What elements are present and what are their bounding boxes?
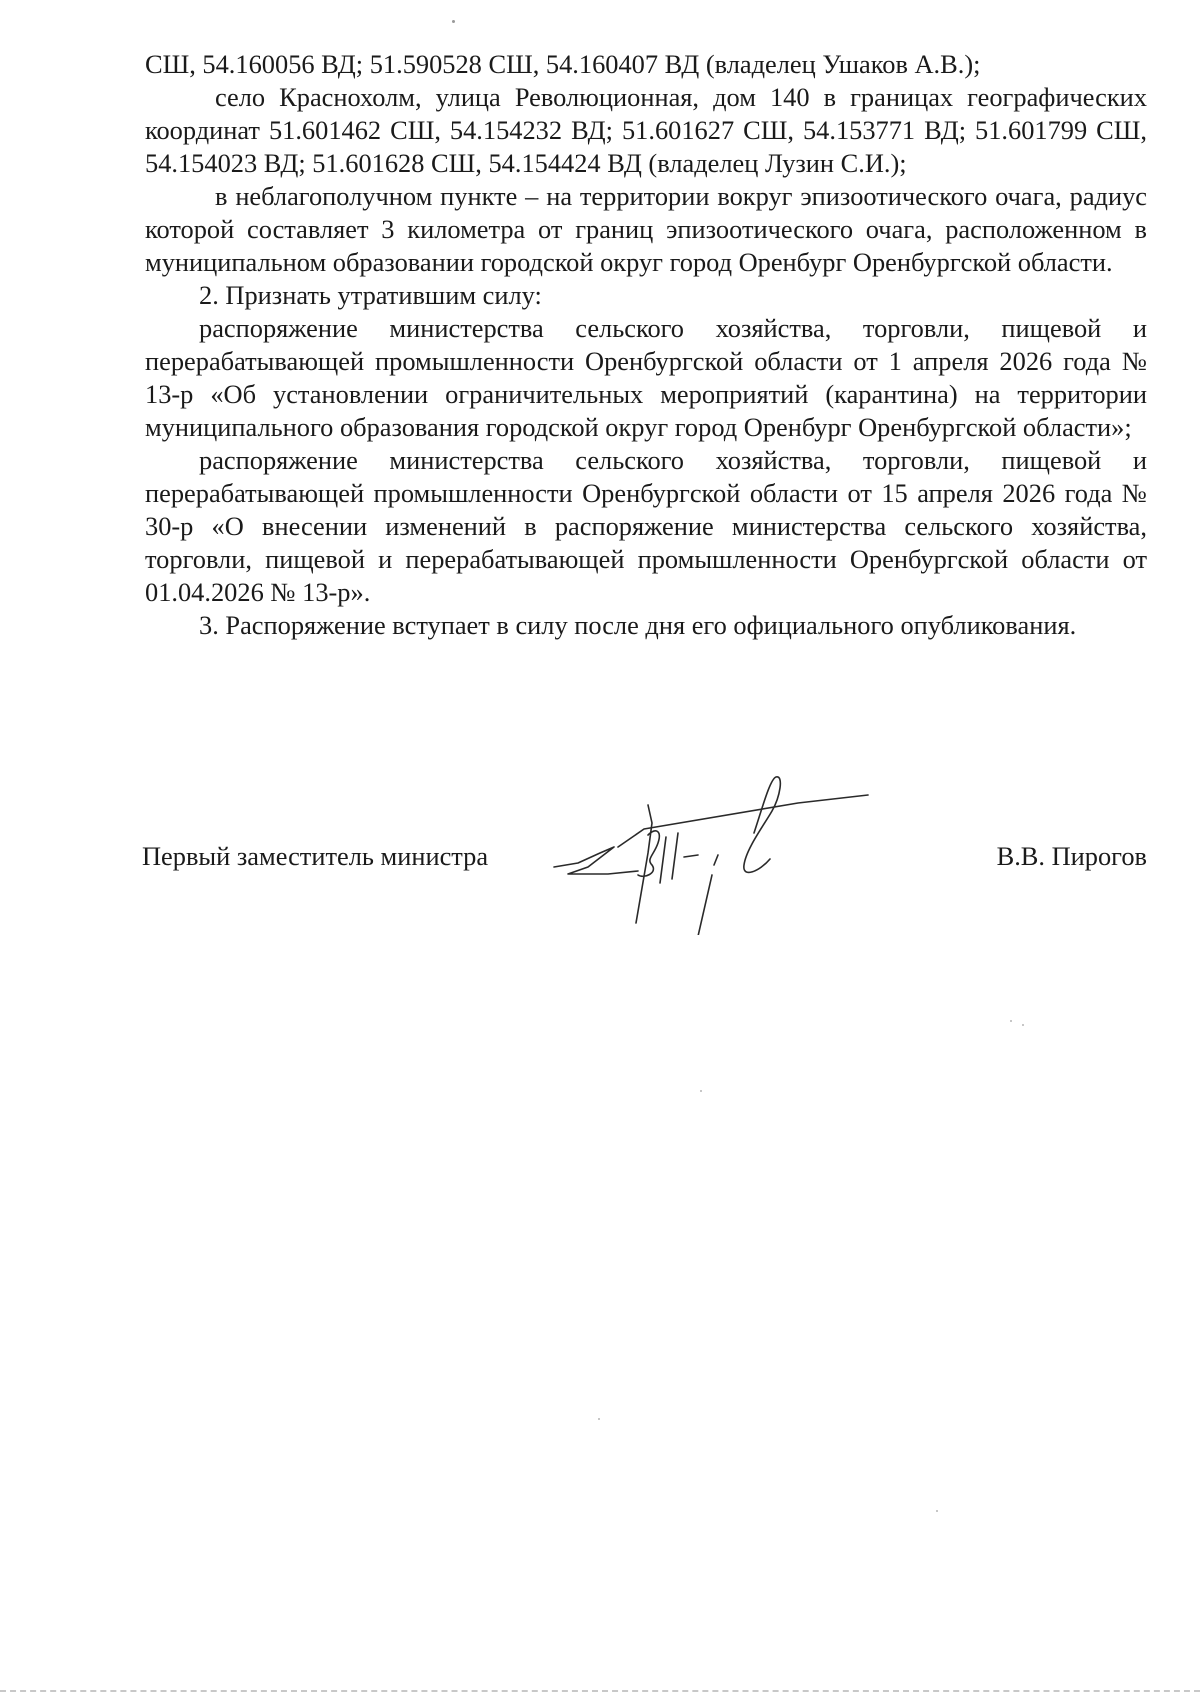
- scan-speck: [1010, 1020, 1012, 1022]
- scan-speck: [936, 1510, 938, 1512]
- scan-bottom-edge: [0, 1690, 1200, 1692]
- paragraph-revoked-order-13r: распоряжение министерства сельского хозяйства, торговли, пищевой и перерабатывающей промышленности Оренбургской области от 1 апреля 2026 года № 13-р «Об установлении ограничительных мероприятий (карантина) на территории муниципального образования городской округ город Оренбург Оренбургской области»;: [145, 313, 1147, 442]
- signature-row: [142, 838, 1147, 878]
- scan-speck: [598, 1418, 600, 1420]
- paragraph-unfavorable-area: в неблагополучном пункте – на территории вокруг эпизоотического очага, радиус которой составляет 3 километра от границ эпизоотического очага, расположенном в муниципальном образовании городской округ город Оренбург Оренбургской области.: [145, 181, 1147, 277]
- signer-name: В.В. Пирогов: [996, 841, 1147, 871]
- scan-mark: [452, 20, 455, 23]
- paragraph-item-2-heading: 2. Признать утратившим силу:: [199, 280, 542, 310]
- document-body: [145, 48, 1147, 642]
- paragraph-coordinates-continued: СШ, 54.160056 ВД; 51.590528 СШ, 54.160407 ВД (владелец Ушаков А.В.);: [145, 49, 981, 79]
- scan-speck: [700, 1090, 702, 1092]
- signer-title: Первый заместитель министра: [142, 841, 489, 871]
- paragraph-item-3-effective: 3. Распоряжение вступает в силу после дня его официального опубликования.: [199, 610, 1077, 640]
- paragraph-krasnokholm-location: село Краснохолм, улица Революционная, дом 140 в границах географических координат 51.601462 СШ, 54.154232 ВД; 51.601627 СШ, 54.153771 ВД; 51.601799 СШ, 54.154023 ВД; 51.601628 СШ, 54.154424 ВД (владелец Лузин С.И.);: [145, 82, 1147, 178]
- scan-speck: [1022, 1024, 1024, 1026]
- paragraph-revoked-order-30r: распоряжение министерства сельского хозяйства, торговли, пищевой и перерабатывающей промышленности Оренбургской области от 15 апреля 2026 года № 30-р «О внесении изменений в распоряжение министерства сельского хозяйства, торговли, пищевой и перерабатывающей промышленности Оренбургской области от 01.04.2026 № 13-р».: [145, 445, 1147, 607]
